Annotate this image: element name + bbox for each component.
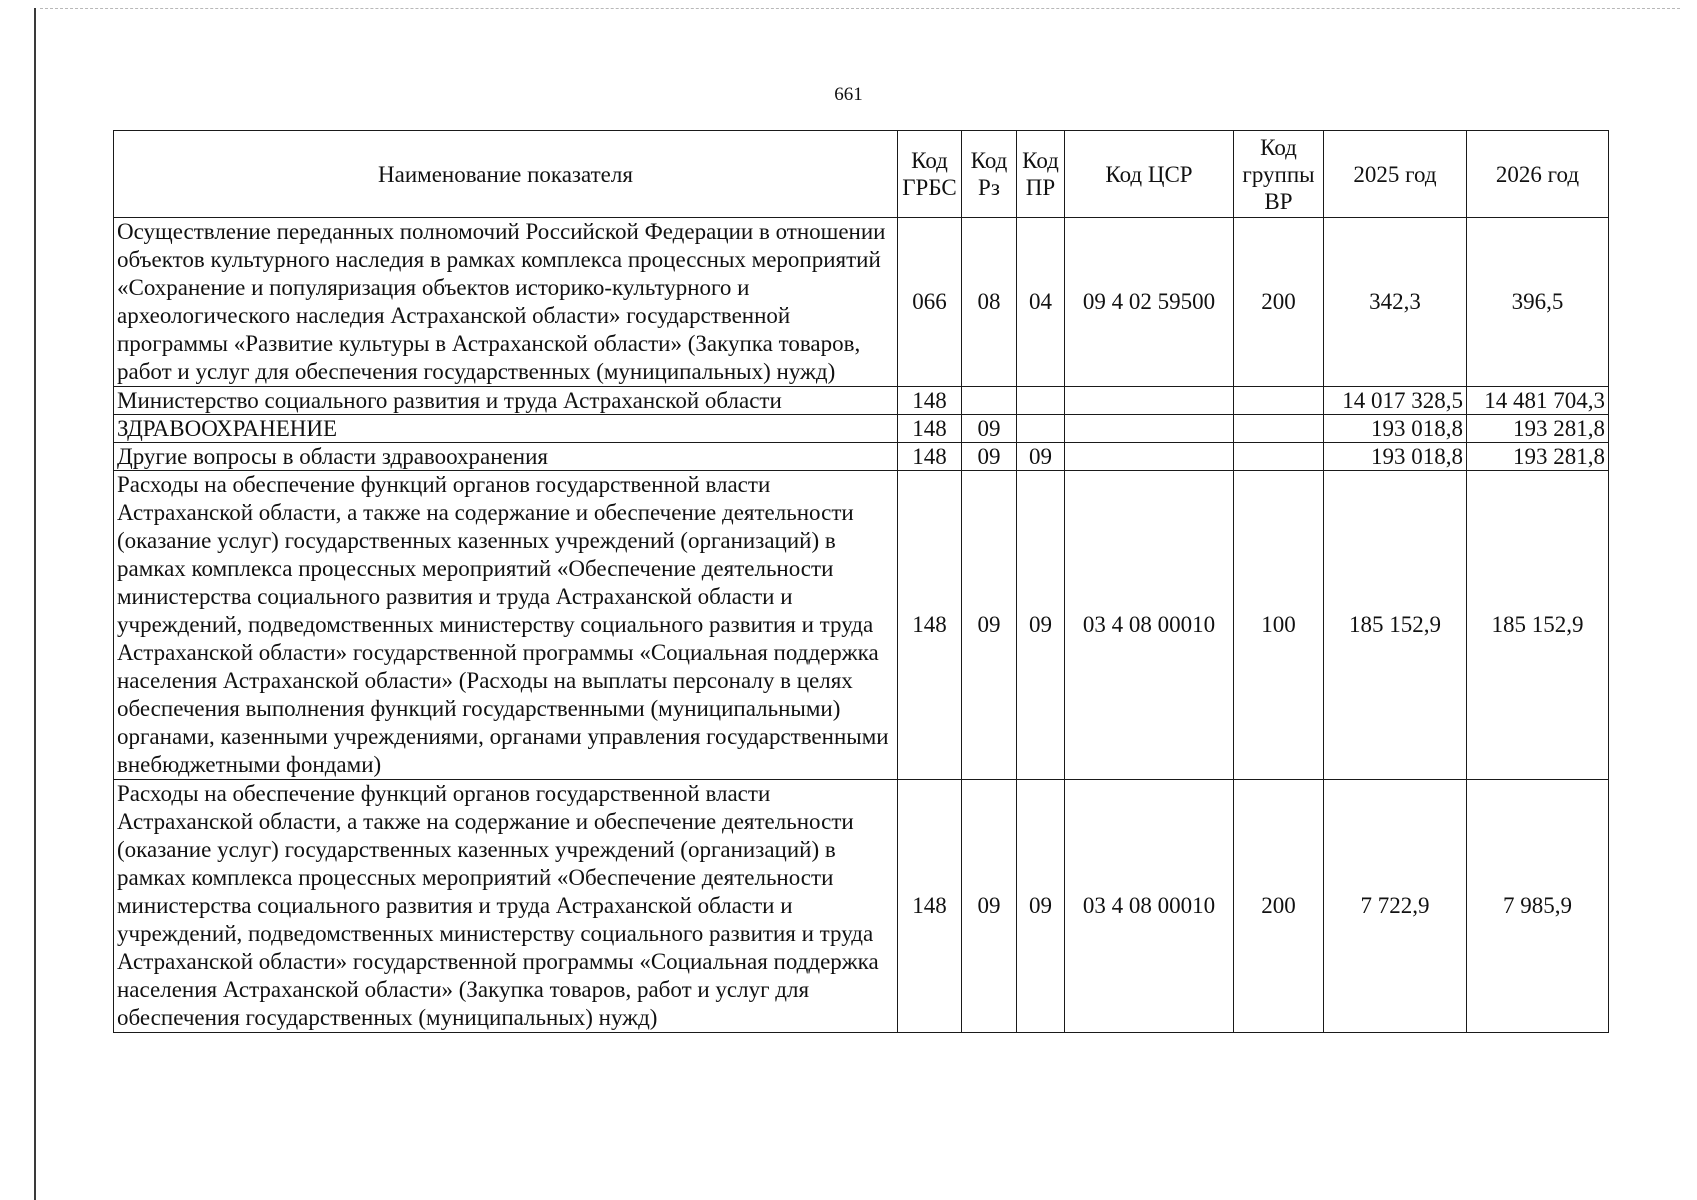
header-name: Наименование показателя — [114, 131, 898, 218]
page-number: 661 — [834, 84, 863, 105]
cell-name: Осуществление переданных полномочий Российской Федерации в отношении объектов культурного наследия в рамках комплекса процессных мероприятий «Сохранение и популяризация объектов историко-культурного и археологического наследия Астраханской области» государственной программы «Развитие культуры в Астраханской области» (Закупка товаров, работ и услуг для обеспечения государственных (муниципальных) нужд) — [114, 218, 898, 387]
cell-csr — [1065, 387, 1234, 415]
cell-grbs: 148 — [898, 443, 962, 471]
header-csr: Код ЦСР — [1065, 131, 1234, 218]
budget-table — [113, 130, 1609, 1033]
cell-rz: 08 — [962, 218, 1017, 387]
cell-pr: 04 — [1017, 218, 1065, 387]
header-row — [114, 131, 1609, 218]
cell-csr — [1065, 415, 1234, 443]
cell-grbs: 148 — [898, 780, 962, 1033]
cell-grbs: 148 — [898, 387, 962, 415]
cell-csr: 09 4 02 59500 — [1065, 218, 1234, 387]
cell-2026: 14 481 704,3 — [1467, 387, 1609, 415]
cell-2025: 7 722,9 — [1324, 780, 1467, 1033]
cell-rz: 09 — [962, 471, 1017, 780]
cell-vr — [1234, 443, 1324, 471]
header-2025: 2025 год — [1324, 131, 1467, 218]
cell-rz: 09 — [962, 780, 1017, 1033]
scan-edge-top — [40, 8, 1680, 9]
cell-vr: 200 — [1234, 218, 1324, 387]
cell-2025: 342,3 — [1324, 218, 1467, 387]
cell-vr: 100 — [1234, 471, 1324, 780]
table-row — [114, 218, 1609, 387]
cell-2026: 7 985,9 — [1467, 780, 1609, 1033]
cell-grbs: 148 — [898, 415, 962, 443]
cell-pr — [1017, 387, 1065, 415]
cell-name: Другие вопросы в области здравоохранения — [114, 443, 898, 471]
cell-2026: 185 152,9 — [1467, 471, 1609, 780]
cell-2025: 14 017 328,5 — [1324, 387, 1467, 415]
cell-rz — [962, 387, 1017, 415]
cell-vr — [1234, 415, 1324, 443]
cell-grbs: 148 — [898, 471, 962, 780]
cell-rz: 09 — [962, 415, 1017, 443]
cell-vr: 200 — [1234, 780, 1324, 1033]
cell-2025: 193 018,8 — [1324, 415, 1467, 443]
header-pr: Код ПР — [1017, 131, 1065, 218]
cell-vr — [1234, 387, 1324, 415]
cell-name: ЗДРАВООХРАНЕНИЕ — [114, 415, 898, 443]
cell-pr: 09 — [1017, 780, 1065, 1033]
cell-2026: 396,5 — [1467, 218, 1609, 387]
cell-pr: 09 — [1017, 443, 1065, 471]
table-row — [114, 443, 1609, 471]
cell-name: Расходы на обеспечение функций органов государственной власти Астраханской области, а также на содержание и обеспечение деятельности (оказание услуг) государственных казенных учреждений (организаций) в рамках комплекса процессных мероприятий «Обеспечение деятельности министерства социального развития и труда Астраханской области и учреждений, подведомственных министерству социального развития и труда Астраханской области» государственной программы «Социальная поддержка населения Астраханской области» (Расходы на выплаты персоналу в целях обеспечения выполнения функций государственными (муниципальными) органами, казенными учреждениями, органами управления государственными внебюджетными фондами) — [114, 471, 898, 780]
cell-pr — [1017, 415, 1065, 443]
cell-csr: 03 4 08 00010 — [1065, 471, 1234, 780]
cell-csr: 03 4 08 00010 — [1065, 780, 1234, 1033]
cell-rz: 09 — [962, 443, 1017, 471]
cell-name: Расходы на обеспечение функций органов государственной власти Астраханской области, а также на содержание и обеспечение деятельности (оказание услуг) государственных казенных учреждений (организаций) в рамках комплекса процессных мероприятий «Обеспечение деятельности министерства социального развития и труда Астраханской области и учреждений, подведомственных министерству социального развития и труда Астраханской области» государственной программы «Социальная поддержка населения Астраханской области» (Закупка товаров, работ и услуг для обеспечения государственных (муниципальных) нужд) — [114, 780, 898, 1033]
header-vr: Код группы ВР — [1234, 131, 1324, 218]
cell-pr: 09 — [1017, 471, 1065, 780]
cell-2025: 193 018,8 — [1324, 443, 1467, 471]
cell-grbs: 066 — [898, 218, 962, 387]
header-rz: Код Рз — [962, 131, 1017, 218]
cell-2026: 193 281,8 — [1467, 415, 1609, 443]
table-row — [114, 471, 1609, 780]
scan-edge-left — [34, 8, 36, 1200]
table-row — [114, 780, 1609, 1033]
table-row — [114, 387, 1609, 415]
cell-2025: 185 152,9 — [1324, 471, 1467, 780]
cell-csr — [1065, 443, 1234, 471]
cell-2026: 193 281,8 — [1467, 443, 1609, 471]
cell-name: Министерство социального развития и труда Астраханской области — [114, 387, 898, 415]
table-row — [114, 415, 1609, 443]
header-2026: 2026 год — [1467, 131, 1609, 218]
header-grbs: Код ГРБС — [898, 131, 962, 218]
